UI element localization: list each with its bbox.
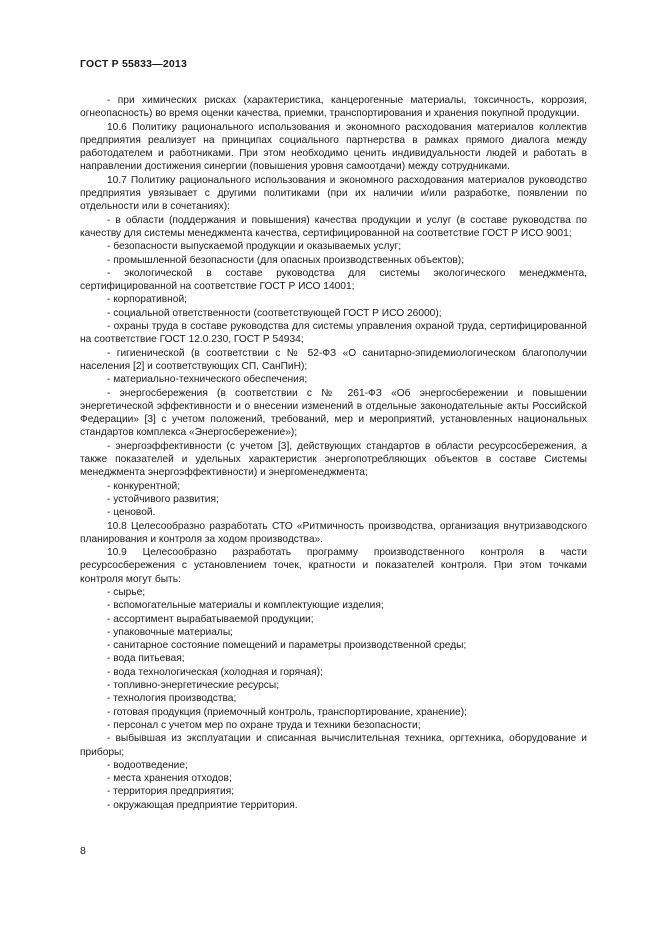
- list-item: - энергоэффективности (с учетом [3], действующих стандартов в области ресурсосбережения, а также показателей и удельных характеристик энергопотребляющих объектов в составе Системы менеджмента энергоэффективности) и энергоменеджмента;: [80, 440, 587, 479]
- list-item: - экологической в составе руководства для системы экологического менеджмента, сертифицированной на соответствие ГОСТ Р ИСО 14001;: [80, 267, 587, 293]
- list-item: - окружающая предприятие территория.: [107, 799, 298, 811]
- list-item: - сырье;: [107, 586, 146, 598]
- list-item: - места хранения отходов;: [107, 773, 232, 785]
- list-item: - вода питьевая;: [107, 653, 185, 665]
- list-item: - санитарное состояние помещений и параметры производственной среды;: [107, 640, 467, 652]
- paragraph-10-8: 10.8 Целесообразно разработать СТО «Ритмичность производства, организация внутризаводского планирования и контроля за ходом производства».: [80, 520, 587, 545]
- list-item: - охраны труда в составе руководства для системы управления охраной труда, сертифицированной на соответствие ГОСТ 12.0.230, ГОСТ Р 54934;: [80, 321, 587, 346]
- list-item: - упаковочные материалы;: [107, 626, 234, 638]
- list-item: - конкурентной;: [107, 480, 181, 492]
- list-item: - территория предприятия;: [107, 786, 235, 798]
- list-item: - вода технологическая (холодная и горячая);: [107, 666, 323, 678]
- list-item: - гигиенической (в соответствии с № 52-ФЗ «О санитарно-эпидемиологическом благополучии населения [2] и соответствующих СП, СанПиН);: [80, 347, 587, 372]
- list-item: - энергосбережения (в соответствии с № 261-ФЗ «Об энергосбережении и повышении энергетической эффективности и о внесении изменений в отдельные законодательные акты Российской Федерации» [3] с учетом положений, требований, мер и мероприятий, установленных национальных стандартов комплекса «Энергосбережение»);: [80, 387, 587, 439]
- document-header: ГОСТ Р 55833—2013: [80, 58, 188, 70]
- list-item: - корпоративной;: [107, 294, 187, 306]
- list-item: - в области (поддержания и повышения) качества продукции и услуг (в составе руководства по качеству для системы менеджмента качества, сертифицированной на соответствие ГОСТ Р ИСО 9001;: [80, 214, 587, 239]
- list-item: - ценовой.: [107, 507, 156, 519]
- list-item: - социальной ответственности (соответствующей ГОСТ Р ИСО 26000);: [107, 307, 442, 319]
- list-item: - ассортимент вырабатываемой продукции;: [107, 613, 314, 625]
- document-body: [80, 94, 587, 812]
- list-item: - выбывшая из эксплуатации и списанная вычислительная техника, оргтехника, оборудование и приборы;: [80, 733, 587, 758]
- list-item: - персонал с учетом мер по охране труда и техники безопасности;: [107, 719, 421, 731]
- paragraph-10-9: 10.9 Целесообразно разработать программу производственного контроля в части ресурсосбережения с установлением точек, кратности и показателей контроля. При этом точками контроля могут быть:: [80, 547, 587, 585]
- list-item: - готовая продукция (приемочный контроль, транспортирование, хранение);: [107, 706, 467, 718]
- page-number: 8: [80, 845, 86, 857]
- list-item: - промышленной безопасности (для опасных производственных объектов);: [107, 254, 465, 266]
- list-item: - вспомогательные материалы и комплектующие изделия;: [107, 600, 384, 612]
- paragraph-10-7: 10.7 Политику рационального использования и экономного расходования материалов руководство предприятия увязывает с другими политиками (при их наличии и/или разработке, появлении по отдельности или в сочетаниях):: [80, 174, 587, 213]
- list-item: - материально-технического обеспечения;: [107, 374, 308, 386]
- list-item: - безопасности выпускаемой продукции и оказываемых услуг;: [107, 241, 402, 253]
- list-item: - устойчивого развития;: [107, 493, 219, 505]
- list-item: - при химических рисках (характеристика, канцерогенные материалы, токсичность, коррозия, огнеопасность) во время оценки качества, приемки, транспортирования и хранения покупной продукции.: [80, 95, 587, 120]
- list-item: - топливно-энергетические ресурсы;: [107, 680, 280, 692]
- list-item: - технология производства;: [107, 693, 237, 705]
- paragraph-10-6: 10.6 Политику рационального использования и экономного расходования материалов коллектив предприятия реализует на принципах социального партнерства в рамках прямого диалога между работодателем и работниками. При этом необходимо ценить индивидуальности людей и работать в направлении достижения синергии (повышения уровня самоотдачи) между сотрудниками.: [80, 121, 587, 173]
- list-item: - водоотведение;: [107, 759, 188, 771]
